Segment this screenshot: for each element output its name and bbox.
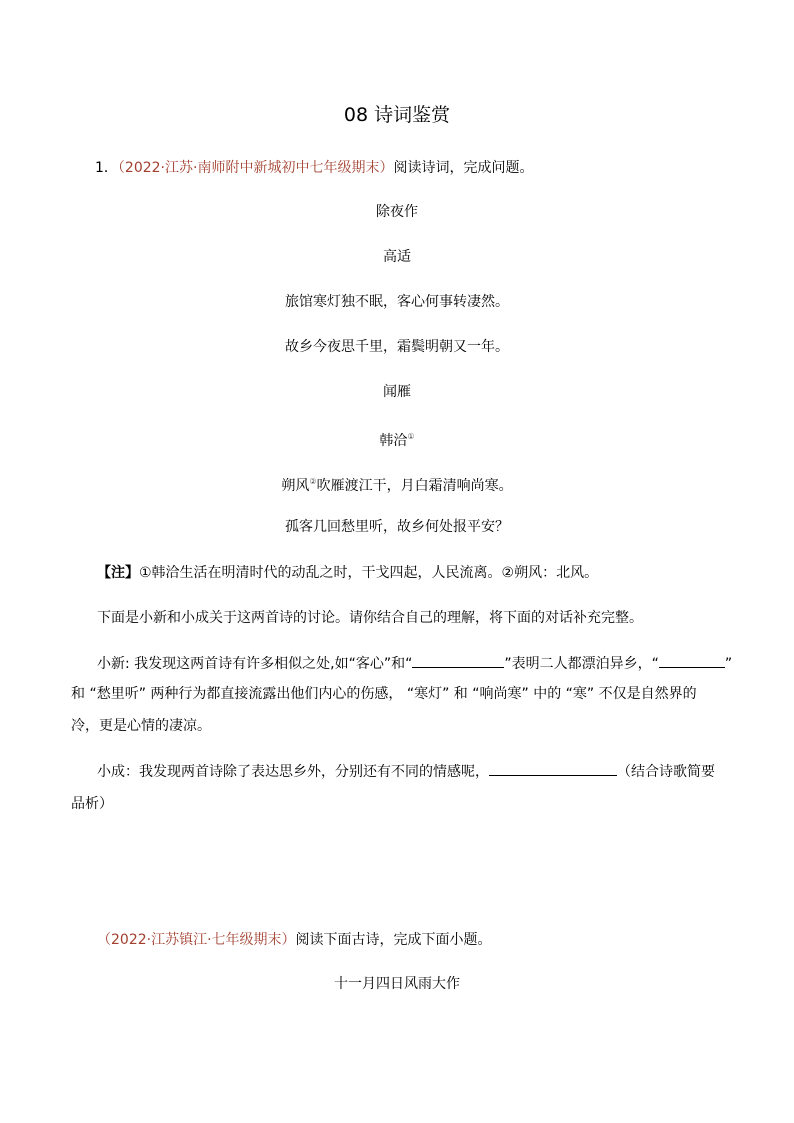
question-source: （2022·江苏镇江·七年级期末） [97, 932, 296, 948]
poem-2-author-line [0, 426, 794, 452]
poem-3-title: 十一月四日风雨大作 [334, 976, 460, 992]
answer-blank-1[interactable] [412, 652, 504, 668]
xiaocheng-text-2: （结合诗歌简要 [617, 764, 715, 780]
poem-1-author: 高适 [383, 249, 411, 265]
discussion-prompt: 下面是小新和小成关于这两首诗的讨论。请你结合自己的理解，将下面的对话补充完整。 [97, 610, 643, 626]
xiaoxin-text-3: ” [724, 656, 733, 672]
question-instruction: 阅读诗词，完成问题。 [393, 160, 534, 176]
xiaocheng-text-1: 小成：我发现两首诗除了表达思乡外，分别还有不同的情感呢， [97, 764, 489, 780]
page-title: 08 诗词鉴赏 [343, 104, 451, 126]
annotation-note [97, 562, 598, 584]
poem-2-line-2: 孤客几回愁里听，故乡何处报平安？ [285, 519, 509, 535]
answer-blank-3[interactable] [489, 760, 617, 776]
xiaocheng-line-1 [97, 760, 715, 783]
poem-1-line-1: 旅馆寒灯独不眠，客心何事转凄然。 [285, 294, 509, 310]
poem-2-line-1-end: 吹雁渡江干，月白霜清响尚寒。 [316, 478, 513, 494]
poem-2-line-1 [0, 471, 794, 497]
note-label: 【注】 [97, 565, 139, 581]
poem-1-line-2: 故乡今夜思千里，霜鬓明朝又一年。 [285, 339, 509, 355]
footnote-marker: ① [407, 432, 415, 441]
question-number: 1． [95, 160, 118, 176]
xiaoxin-line-2: 和 “愁里听” 两种行为都直接流露出他们内心的伤感， “寒灯” 和 “响尚寒” 中的 “寒” 不仅是自然界的 [71, 686, 697, 702]
note-text: ①韩洽生活在明清时代的动乱之时，干戈四起，人民流离。②朔风：北风。 [139, 565, 599, 581]
question-instruction: 阅读下面古诗，完成下面小题。 [295, 932, 492, 948]
poem-1-title: 除夜作 [376, 204, 418, 220]
answer-blank-2[interactable] [659, 652, 725, 668]
poem-2-title: 闻雁 [383, 384, 411, 400]
question-2-header [97, 929, 492, 951]
xiaoxin-line-1 [97, 652, 732, 675]
xiaoxin-text-2: ”表明二人都漂泊异乡，“ [504, 656, 659, 672]
question-source: （2022·江苏·南师附中新城初中七年级期末） [117, 160, 394, 176]
poem-2-author: 韩洽 [379, 433, 408, 449]
footnote-marker: ② [309, 477, 317, 486]
xiaoxin-text-1: 小新: 我发现这两首诗有许多相似之处,如“客心”和“ [97, 656, 413, 672]
question-1-header [95, 157, 533, 179]
xiaocheng-line-2: 品析） [71, 796, 113, 812]
poem-2-line-1-start: 朔风 [281, 478, 310, 494]
xiaoxin-line-3: 冷，更是心情的凄凉。 [71, 718, 211, 734]
